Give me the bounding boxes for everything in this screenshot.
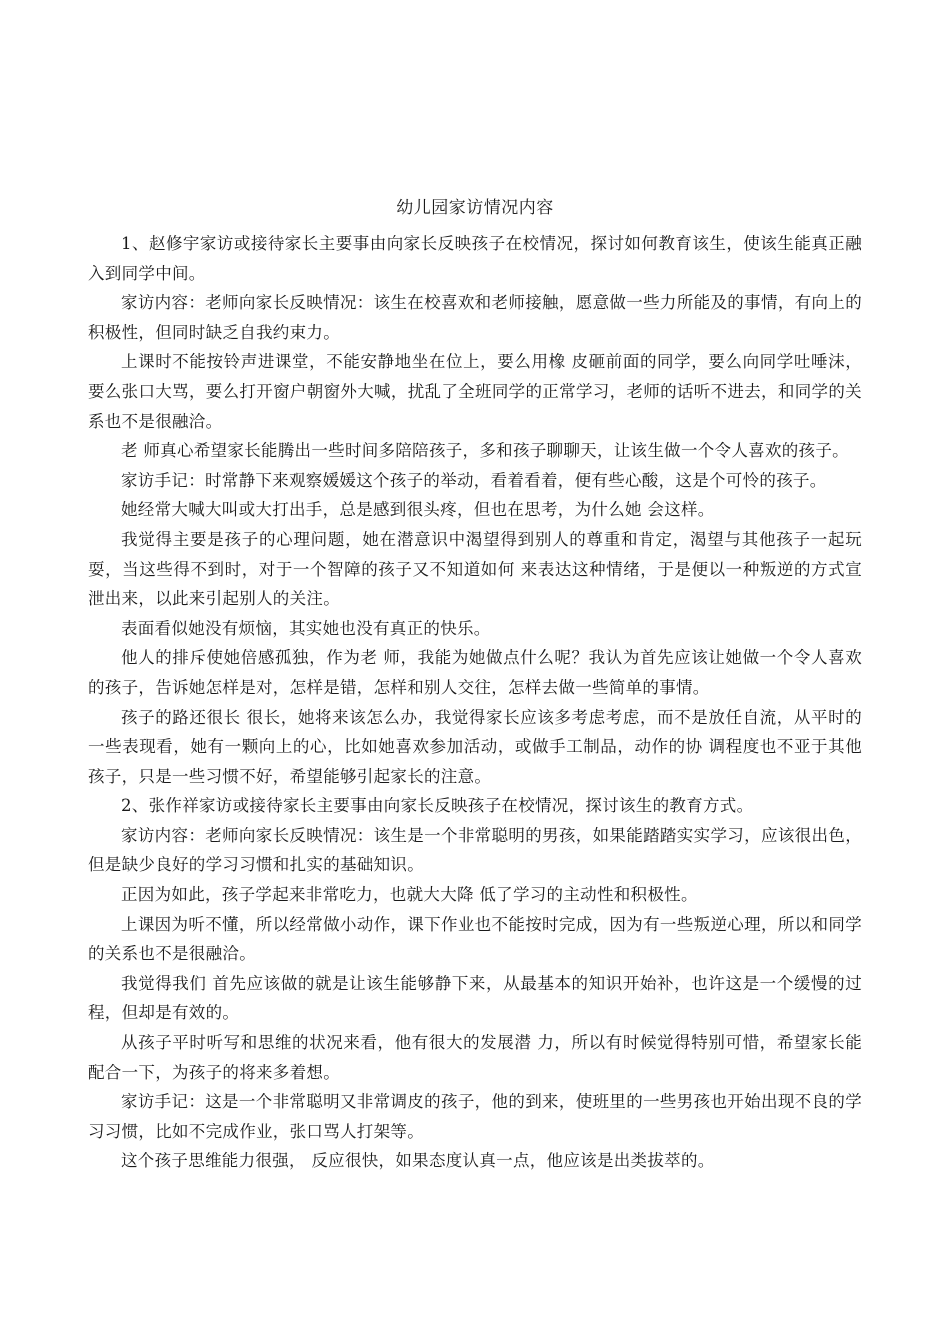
paragraph: 1、赵修宇家访或接待家长主要事由向家长反映孩子在校情况，探讨如何教育该生，使该生能真正融入到同学中间。 xyxy=(88,234,862,283)
paragraph: 我觉得主要是孩子的心理问题，她在潜意识中渴望得到别人的尊重和肯定，渴望与其他孩子一起玩耍，当这些得不到时，对于一个智障的孩子又不知道如何 来表达这种情绪，于是便以一种叛逆的方式宣泄出来，以此来引起别人的关注。 xyxy=(88,529,862,609)
paragraph: 上课因为听不懂，所以经常做小动作，课下作业也不能按时完成，因为有一些叛逆心理，所以和同学的关系也不是很融洽。 xyxy=(88,914,862,964)
paragraph: 从孩子平时听写和思维的状况来看，他有很大的发展潜 力，所以有时候觉得特别可惜，希望家长能配合一下，为孩子的将来多着想。 xyxy=(88,1033,862,1082)
paragraph: 这个孩子思维能力很强， 反应很快，如果态度认真一点，他应该是出类拔萃的。 xyxy=(121,1151,715,1171)
document-body xyxy=(88,229,862,1176)
paragraph: 上课时不能按铃声进课堂，不能安静地坐在位上，要么用橡 皮砸前面的同学，要么向同学吐唾沫，要么张口大骂，要么打开窗户朝窗外大喊，扰乱了全班同学的正常学习，老师的话听不进去，和同学的关系也不是很融洽。 xyxy=(88,352,862,431)
paragraph: 家访内容：老师向家长反映情况：该生在校喜欢和老师接触，愿意做一些力所能及的事情，有向上的积极性，但同时缺乏自我约束力。 xyxy=(88,293,862,342)
paragraph: 家访内容：老师向家长反映情况：该生是一个非常聪明的男孩，如果能踏踏实实学习，应该很出色，但是缺少良好的学习习惯和扎实的基础知识。 xyxy=(88,825,862,875)
paragraph: 表面看似她没有烦恼，其实她也没有真正的快乐。 xyxy=(121,618,491,638)
paragraph: 正因为如此，孩子学起来非常吃力，也就大大降 低了学习的主动性和积极性。 xyxy=(121,885,698,905)
paragraph: 他人的排斥使她倍感孤独，作为老 师，我能为她做点什么呢？我认为首先应该让她做一个令人喜欢的孩子，告诉她怎样是对，怎样是错，怎样和别人交往，怎样去做一些简单的事情。 xyxy=(88,648,862,697)
paragraph: 2、张作祥家访或接待家长主要事由向家长反映孩子在校情况，探讨该生的教育方式。 xyxy=(121,796,754,816)
paragraph: 家访手记：时常静下来观察媛媛这个孩子的举动，看着看着，便有些心酸，这是个可怜的孩子。 xyxy=(121,470,827,490)
document-title: 幼儿园家访情况内容 xyxy=(396,198,554,218)
paragraph: 我觉得我们 首先应该做的就是让该生能够静下来，从最基本的知识开始补，也许这是一个缓慢的过程，但却是有效的。 xyxy=(88,973,862,1023)
paragraph: 老 师真心希望家长能腾出一些时间多陪陪孩子，多和孩子聊聊天，让该生做一个令人喜欢的孩子。 xyxy=(121,441,849,461)
document-page xyxy=(88,193,862,1176)
paragraph: 家访手记：这是一个非常聪明又非常调皮的孩子，他的到来，使班里的一些男孩也开始出现不良的学习习惯，比如不完成作业，张口骂人打架等。 xyxy=(88,1092,862,1141)
paragraph: 孩子的路还很长 很长，她将来该怎么办，我觉得家长应该多考虑考虑，而不是放任自流，从平时的一些表现看，她有一颗向上的心，比如她喜欢参加活动，或做手工制品，动作的协 调程度也不亚于其他孩子，只是一些习惯不好，希望能够引起家长的注意。 xyxy=(88,707,862,786)
paragraph: 她经常大喊大叫或大打出手，总是感到很头疼，但也在思考，为什么她 会这样。 xyxy=(121,500,715,520)
